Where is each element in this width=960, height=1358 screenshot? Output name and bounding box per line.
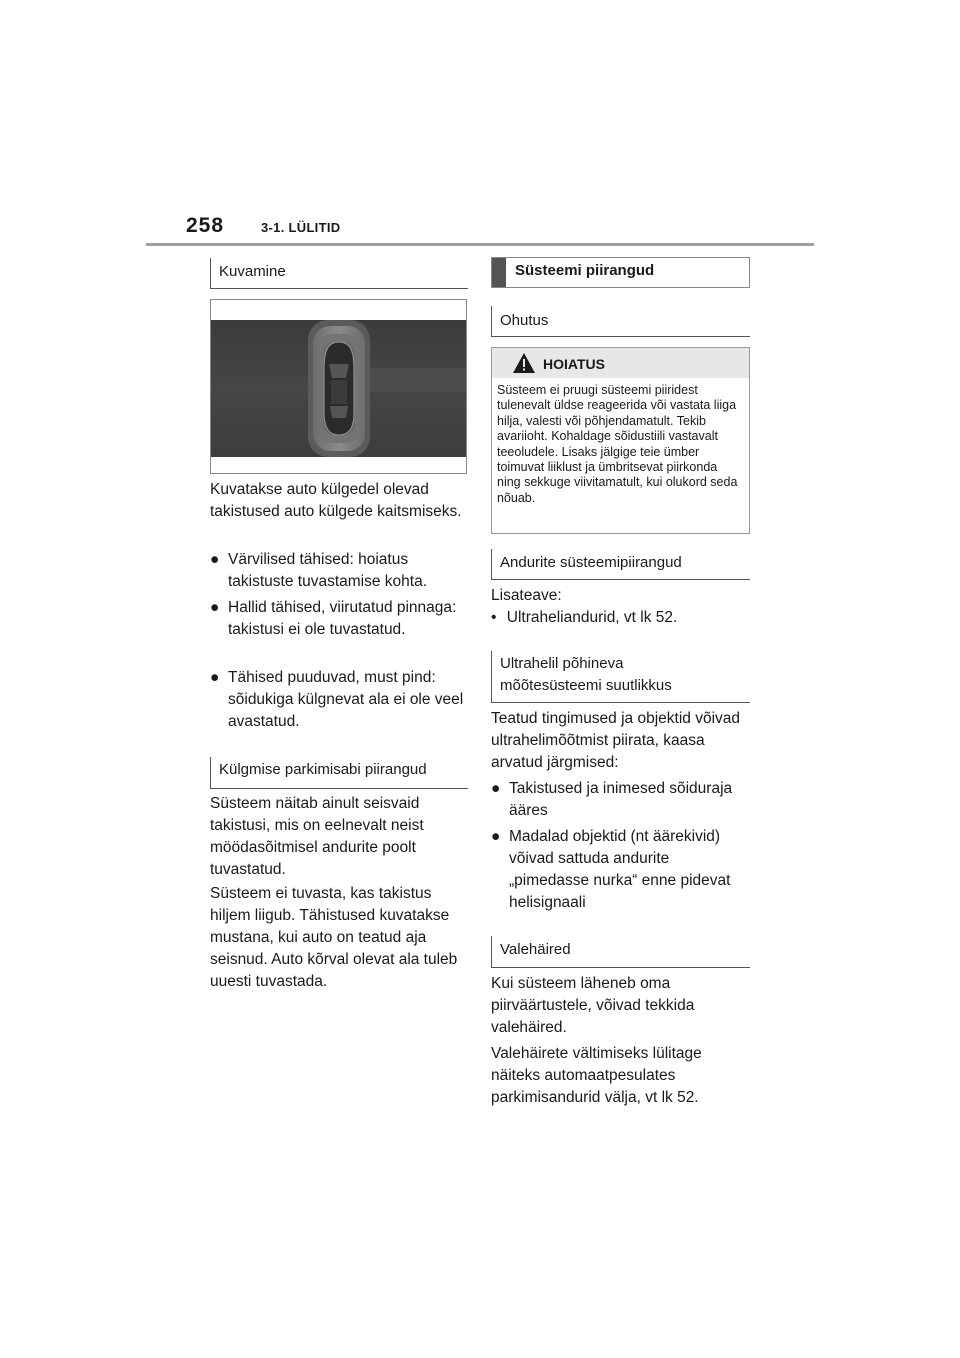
bullet-icon: ● xyxy=(210,669,220,686)
warning-text: Süsteem ei pruugi süsteemi piiridest tulenevalt üldse reageerida või vastata liiga hilja, valesti või põhjendamatult. Tekib avariioht. Kohaldage sõidustiili vastavalt teeoludele. Lisaks jälgige teie ümber toimuvat liiklust ja ümbritsevat piirkonda ning sekkuge viivitamatult, kui olukord seda nõuab. xyxy=(497,383,738,505)
bullet-icon: ● xyxy=(210,599,220,616)
display-description: Kuvatakse auto külgedel olevad takistused auto külgede kaitsmiseks. xyxy=(210,481,462,520)
section-heading-bar xyxy=(492,258,506,287)
dot-bullet-icon: • xyxy=(491,609,497,626)
bullet-icon: ● xyxy=(210,551,220,568)
limits-paragraph-1: Süsteem näitab ainult seisvaid takistusi, mis on eelnevalt neist möödasõitmisel andurite poolt tuvastatud. xyxy=(210,795,424,878)
list-item xyxy=(491,778,751,822)
warning-title: HOIATUS xyxy=(543,356,605,372)
heading-false-alarms-text: Valehäired xyxy=(500,941,571,958)
heading-false-alarms xyxy=(491,936,750,968)
ultrasonic-description: Teatud tingimused ja objektid võivad ultrahelimõõtmist piirata, kaasa arvatud järgmised: xyxy=(491,710,741,771)
car-top-view-icon xyxy=(211,320,466,457)
list-item-text: Takistused ja inimesed sõiduraja ääres xyxy=(509,780,733,819)
heading-safety-text: Ohutus xyxy=(500,312,549,329)
heading-limits xyxy=(210,757,468,789)
list-item xyxy=(210,597,470,641)
list-item-text: Värvilised tähised: hoiatus takistuste tuvastamise kohta. xyxy=(228,551,428,590)
list-item xyxy=(210,667,470,733)
heading-display-text: Kuvamine xyxy=(219,263,286,280)
more-info-link[interactable]: Ultraheliandurid, vt lk 52. xyxy=(506,609,678,626)
page-number: 258 xyxy=(186,214,225,237)
heading-limits-text: Külgmise parkimisabi piirangud xyxy=(219,761,427,778)
bullet-icon: ● xyxy=(491,780,501,797)
warning-triangle-icon xyxy=(512,352,536,374)
heading-ultrasonic-text: Ultrahelil põhineva mõõtesüsteemi suutlikkus xyxy=(500,655,672,694)
false-alarm-paragraph-2: Valehäirete vältimiseks lülitage näiteks automaatpesulates parkimisandurid välja, vt lk 52. xyxy=(491,1045,702,1106)
list-item-text: Madalad objektid (nt äärekivid) võivad sattuda andurite „pimedasse nurka“ enne pidevat helisignaali xyxy=(509,828,731,911)
heading-sensor-limits-text: Andurite süsteemipiirangud xyxy=(500,554,682,571)
heading-safety xyxy=(491,306,750,337)
section-heading-text: Süsteemi piirangud xyxy=(515,262,655,279)
section-heading xyxy=(491,257,750,288)
list-item xyxy=(491,826,751,914)
parking-display-image xyxy=(211,320,466,457)
heading-display xyxy=(210,258,468,289)
parking-display-figure xyxy=(210,299,467,474)
bullet-icon: ● xyxy=(491,828,501,845)
list-item xyxy=(210,549,470,593)
limits-paragraph-2: Süsteem ei tuvasta, kas takistus hiljem liigub. Tähistused kuvatakse mustana, kui auto on teatud aja seisnud. Auto kõrval olevat ala tuleb uuesti tuvastada. xyxy=(210,885,458,990)
heading-sensor-limits xyxy=(491,549,750,580)
heading-ultrasonic xyxy=(491,651,750,703)
list-item-text: Hallid tähised, viirutatud pinnaga: takistusi ei ole tuvastatud. xyxy=(228,599,457,638)
more-info-item xyxy=(491,607,751,629)
warning-box xyxy=(491,347,750,534)
section-title: 3-1. LÜLITID xyxy=(261,220,341,235)
header-rule xyxy=(146,243,814,246)
false-alarm-paragraph-1: Kui süsteem läheneb oma piirväärtustele, võivad tekkida valehäired. xyxy=(491,975,695,1036)
list-item-text: Tähised puuduvad, must pind: sõidukiga külgnevat ala ei ole veel avastatud. xyxy=(228,669,464,730)
more-info-label: Lisateave: xyxy=(491,587,562,604)
